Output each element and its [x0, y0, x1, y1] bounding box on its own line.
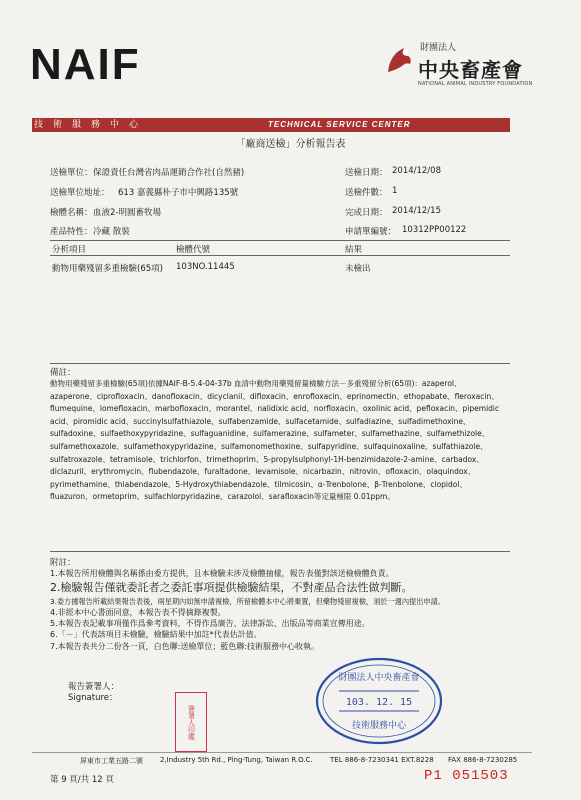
brand-logo: NAIF [30, 40, 141, 89]
count-value: 1 [392, 186, 398, 196]
footer-address-en: 2,Industry 5th Rd., Ping-Tung, Taiwan R.O.C. [160, 756, 313, 764]
sender-label: 送檢單位： [50, 168, 93, 178]
notes-rule [50, 551, 510, 552]
count-label: 送檢件數： [345, 188, 388, 198]
signatory-stamp [175, 692, 207, 752]
seal-bottom-text: 技術服務中心 [351, 721, 407, 731]
center-name-cn: 技術服務中心 [34, 120, 149, 130]
note-5: 5.本報告表記載事項僅作爲參考資料，不得作爲廣告、法律訴訟、出版品等商業宣傳用途。 [50, 619, 370, 628]
note-2: 2.檢驗報告僅就委託者之委託事項提供檢驗結果，不對產品合法性做判斷。 [50, 581, 413, 594]
apply-value: 10312PP00122 [402, 225, 467, 235]
center-name-en: TECHNICAL SERVICE CENTER [268, 120, 411, 129]
footer-fax: FAX 886-8-7230285 [448, 756, 518, 764]
result-item: 動物用藥殘留多重檢驗(65項) [52, 264, 163, 274]
seal-top-text: 財團法人中央畜產會 [338, 673, 420, 683]
note-7: 7.本報告表共分二份各一頁，白色聯:送檢單位；藍色聯:技術服務中心收執。 [50, 642, 320, 651]
col-header-code: 檢體代號 [176, 245, 211, 255]
note-4: 4.非經本中心書面同意，本報告表不得摘錄複製。 [50, 608, 226, 617]
org-name: 中央畜產會 [418, 58, 523, 82]
property-label: 產品特性： [50, 227, 93, 237]
foundation-emblem-icon [382, 42, 418, 78]
col-header-item: 分析項目 [52, 245, 87, 255]
notes-title: 附註： [50, 558, 76, 568]
done-label: 完成日期： [345, 208, 388, 218]
document-title: 「廠商送檢」分析報告表 [235, 139, 346, 150]
remarks-title: 備註： [50, 368, 76, 378]
signature-label-cn: 報告簽署人： [68, 682, 120, 692]
sample-label: 檢體名稱： [50, 208, 93, 218]
org-type-label: 財團法人 [420, 43, 457, 53]
table-top-rule [50, 240, 510, 241]
date-label: 送檢日期： [345, 168, 388, 178]
signature-label-en: Signature： [68, 693, 118, 703]
signatory-stamp-text: 簽署人印鑑 [187, 704, 196, 740]
footer-address-cn: 屏東市工業五路二號 [80, 757, 143, 765]
official-seal [313, 655, 445, 747]
remarks-rule [50, 363, 510, 364]
table-header-rule [50, 255, 510, 256]
done-value: 2014/12/15 [392, 206, 441, 216]
apply-label: 申請單編號： [345, 227, 397, 237]
result-value: 未檢出 [345, 264, 371, 274]
note-1: 1.本報告所用檢體與名稱係由委方提供，且本檢驗未涉及檢體抽樣，報告表僅對該送檢檢體負責。 [50, 569, 394, 578]
result-code: 103NO.11445 [176, 262, 235, 272]
page-number: 第 9 頁/共 12 頁 [50, 775, 114, 785]
date-value: 2014/12/08 [392, 166, 441, 176]
serial-number: P1 051503 [424, 768, 509, 784]
sender-value: 保證責任台灣省肉品運銷合作社(自然豬) [93, 168, 245, 178]
seal-date: 103. 12. 15 [345, 697, 413, 708]
remarks-text: 動物用藥殘留多重檢驗(65項)依據NAIF-B-5.4-04-37b 血清中動物用藥殘留量檢驗方法－多重殘留分析(65項)：azaperol、azaperone、ciprofloxacin、danofloxacin、dicyclanil、difloxacin、enrofloxacin、eprinomectin、ethopabate、fleroxacin、flumequine、lomefloxacin、marbofloxacin、morantel、nalidixic acid、norfloxacin、oxolinic acid、pefloxacin、pipemidic acid、piromidic acid、succinylsulfathiazole、sulfabenzamide、sulfacetamide、sulfadiazine、sulfadimethoxine、sulfadoxine、sulfaethoxypyridazine、sulfaguanidine、sulfamerazine、sulfameter、sulfamethazine、sulfamethizole、sulfamethoxazole、sulfamethoxypyridazine、sulfamonomethoxine、sulfapyridine、sulfaquinoxaline、sulfathiazole、sulfatroxazole、tetramisole、trichlorfon、trimethoprim、5-propylsulphonyl-1H-benzimidazole-2-amine、carbadox、diclazuril、erythromycin、flubendazole、furaltadone、levamisole、nicarbazin、nitrovin、ofloxacin、olaquindox、pyrimethamine、thiabendazole、5-Hydroxythiabendazole、tilmicosin、α-Trenbolone、β-Trenbolone、clopidol、fluazuron、ormetoprim、sulfachlorpyridazine、carazolol、sarafloxacin等定量極限 0.01ppm。 [50, 379, 500, 502]
footer-rule [32, 752, 532, 753]
note-3: 3.委方據報告所載結果報告表後，兩星期內如無申請複檢，所留檢體本中心將棄置，但藥物殘留複檢，須於一週內提出申請。 [50, 597, 445, 606]
col-header-result: 結果 [345, 245, 363, 255]
address-label: 送檢單位地址： [50, 188, 110, 198]
sample-value: 血液2-明圓畜牧場 [93, 208, 161, 218]
address-value: 613 嘉義縣朴子市中興路135號 [118, 188, 239, 198]
org-english-name: NATIONAL ANIMAL INDUSTRY FOUNDATION [418, 81, 533, 87]
note-6: 6.「－」代表該項目未檢驗，檢驗結果中加註*代表估計值。 [50, 630, 262, 639]
property-value: 冷藏 散裝 [93, 227, 130, 237]
footer-tel: TEL 886-8-7230341 EXT.8228 [330, 756, 434, 764]
